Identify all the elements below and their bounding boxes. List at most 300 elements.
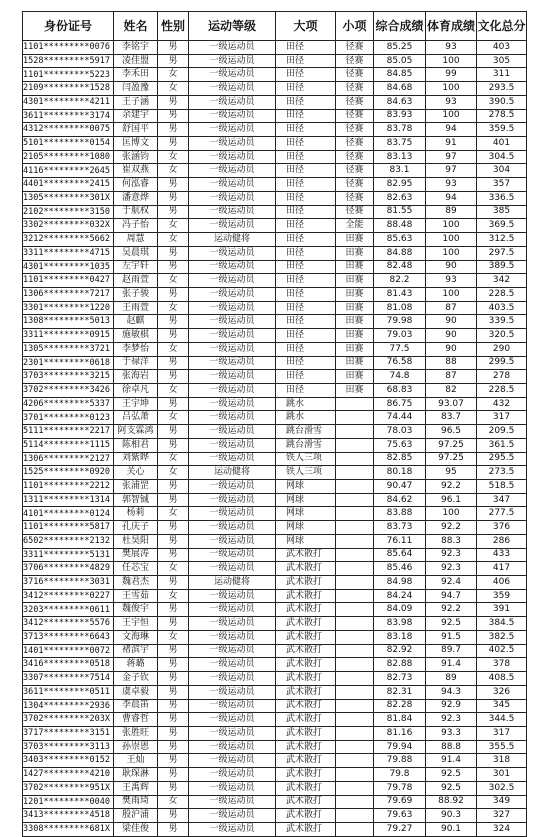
event-cell: 武术散打 [276, 589, 336, 603]
event-cell: 武术散打 [276, 644, 336, 658]
sport-score-cell: 92.3 [426, 713, 477, 727]
name-cell: 周慧 [114, 233, 158, 247]
event-cell: 田径 [276, 383, 336, 397]
table-row [23, 589, 527, 603]
sport-score-cell: 96.1 [426, 493, 477, 507]
culture-score-cell: 339.5 [477, 315, 527, 329]
culture-score-cell: 355.5 [477, 740, 527, 754]
id-cell: 1528*********5917 [23, 54, 114, 68]
event-cell: 田径 [276, 109, 336, 123]
level-cell: 一级运动员 [189, 507, 276, 521]
culture-score-cell: 382.5 [477, 630, 527, 644]
culture-score-cell: 384.5 [477, 617, 527, 631]
culture-score-cell: 301 [477, 768, 527, 782]
subevent-cell: 径赛 [336, 95, 374, 109]
total-score-cell: 83.73 [374, 521, 426, 535]
id-cell: 3412*********0227 [23, 589, 114, 603]
event-cell: 田径 [276, 137, 336, 151]
gender-cell: 男 [158, 493, 189, 507]
table-row [23, 809, 527, 823]
name-cell: 王雨萱 [114, 301, 158, 315]
table-row [23, 452, 527, 466]
gender-cell: 男 [158, 356, 189, 370]
total-score-cell: 82.2 [374, 274, 426, 288]
id-cell: 3412*********5576 [23, 617, 114, 631]
subevent-cell [336, 507, 374, 521]
id-cell: 1525*********0920 [23, 466, 114, 480]
id-cell: 1401*********0072 [23, 644, 114, 658]
event-cell: 田径 [276, 164, 336, 178]
total-score-cell: 82.31 [374, 685, 426, 699]
sport-score-cell: 92.4 [426, 576, 477, 590]
sport-score-cell: 100 [426, 54, 477, 68]
total-score-cell: 74.8 [374, 370, 426, 384]
culture-score-cell: 299.5 [477, 356, 527, 370]
total-score-cell: 79.63 [374, 809, 426, 823]
sport-score-cell: 91 [426, 137, 477, 151]
gender-cell: 男 [158, 822, 189, 836]
subevent-cell [336, 809, 374, 823]
gender-cell: 男 [158, 726, 189, 740]
total-score-cell: 83.13 [374, 150, 426, 164]
id-cell: 3611*********0511 [23, 685, 114, 699]
name-cell: 文海琳 [114, 630, 158, 644]
subevent-cell: 径赛 [336, 54, 374, 68]
level-cell: 运动健将 [189, 466, 276, 480]
name-cell: 褚滨宇 [114, 644, 158, 658]
culture-score-cell: 290 [477, 342, 527, 356]
name-cell: 张涵钧 [114, 150, 158, 164]
event-cell: 武术散打 [276, 740, 336, 754]
subevent-cell [336, 548, 374, 562]
subevent-cell [336, 754, 374, 768]
subevent-cell [336, 521, 374, 535]
total-score-cell: 85.46 [374, 562, 426, 576]
culture-score-cell: 317 [477, 726, 527, 740]
name-cell: 陈相君 [114, 438, 158, 452]
sport-score-cell: 90 [426, 315, 477, 329]
subevent-cell [336, 534, 374, 548]
sport-score-cell: 83.7 [426, 411, 477, 425]
subevent-cell: 田赛 [336, 356, 374, 370]
table-row [23, 383, 527, 397]
gender-cell: 女 [158, 150, 189, 164]
gender-cell: 男 [158, 329, 189, 343]
total-score-cell: 83.18 [374, 630, 426, 644]
header-name: 姓名 [114, 12, 158, 41]
event-cell: 武术散打 [276, 699, 336, 713]
culture-score-cell: 417 [477, 562, 527, 576]
name-cell: 于航权 [114, 205, 158, 219]
gender-cell: 女 [158, 68, 189, 82]
sport-score-cell: 90 [426, 260, 477, 274]
total-score-cell: 81.55 [374, 205, 426, 219]
culture-score-cell: 402.5 [477, 644, 527, 658]
total-score-cell: 84.88 [374, 246, 426, 260]
level-cell: 一级运动员 [189, 82, 276, 96]
name-cell: 于禄洋 [114, 356, 158, 370]
subevent-cell [336, 740, 374, 754]
level-cell: 一级运动员 [189, 548, 276, 562]
gender-cell: 女 [158, 630, 189, 644]
id-cell: 3416*********0518 [23, 658, 114, 672]
table-row [23, 685, 527, 699]
id-cell: 1101*********0427 [23, 274, 114, 288]
gender-cell: 女 [158, 562, 189, 576]
level-cell: 一级运动员 [189, 699, 276, 713]
level-cell: 一级运动员 [189, 329, 276, 343]
level-cell: 一级运动员 [189, 713, 276, 727]
total-score-cell: 82.92 [374, 644, 426, 658]
sport-score-cell: 90.1 [426, 822, 477, 836]
sport-score-cell: 97 [426, 150, 477, 164]
level-cell: 一级运动员 [189, 644, 276, 658]
culture-score-cell: 304 [477, 164, 527, 178]
name-cell: 魏君杰 [114, 576, 158, 590]
level-cell: 一级运动员 [189, 795, 276, 809]
subevent-cell [336, 617, 374, 631]
subevent-cell: 田赛 [336, 287, 374, 301]
total-score-cell: 79.78 [374, 781, 426, 795]
level-cell: 一级运动员 [189, 781, 276, 795]
total-score-cell: 83.93 [374, 109, 426, 123]
subevent-cell [336, 425, 374, 439]
table-row [23, 795, 527, 809]
gender-cell: 男 [158, 123, 189, 137]
culture-score-cell: 345 [477, 699, 527, 713]
event-cell: 田径 [276, 287, 336, 301]
level-cell: 一级运动员 [189, 41, 276, 55]
table-row [23, 150, 527, 164]
name-cell: 赵麒 [114, 315, 158, 329]
id-cell: 5101*********0154 [23, 137, 114, 151]
gender-cell: 男 [158, 260, 189, 274]
id-cell: 3611*********3174 [23, 109, 114, 123]
table-row [23, 191, 527, 205]
name-cell: 李铭宇 [114, 41, 158, 55]
event-cell: 田径 [276, 123, 336, 137]
subevent-cell: 田赛 [336, 260, 374, 274]
id-cell: 2102*********3150 [23, 205, 114, 219]
id-cell: 1305*********301X [23, 191, 114, 205]
total-score-cell: 85.05 [374, 54, 426, 68]
level-cell: 一级运动员 [189, 480, 276, 494]
id-cell: 3212*********5662 [23, 233, 114, 247]
total-score-cell: 79.94 [374, 740, 426, 754]
gender-cell: 男 [158, 315, 189, 329]
id-cell: 1427*********4210 [23, 768, 114, 782]
subevent-cell [336, 685, 374, 699]
subevent-cell: 径赛 [336, 178, 374, 192]
event-cell: 跳台滑雪 [276, 425, 336, 439]
subevent-cell [336, 576, 374, 590]
level-cell: 一级运动员 [189, 754, 276, 768]
level-cell: 一级运动员 [189, 260, 276, 274]
event-cell: 田径 [276, 178, 336, 192]
gender-cell: 女 [158, 589, 189, 603]
table-row [23, 274, 527, 288]
total-score-cell: 83.1 [374, 164, 426, 178]
total-score-cell: 85.25 [374, 41, 426, 55]
total-score-cell: 79.03 [374, 329, 426, 343]
score-sheet [22, 11, 527, 837]
id-cell: 3703*********3113 [23, 740, 114, 754]
subevent-cell [336, 411, 374, 425]
total-score-cell: 82.73 [374, 672, 426, 686]
level-cell: 一级运动员 [189, 425, 276, 439]
subevent-cell: 田赛 [336, 370, 374, 384]
event-cell: 铁人三项 [276, 452, 336, 466]
subevent-cell [336, 562, 374, 576]
name-cell: 魏俊宇 [114, 603, 158, 617]
gender-cell: 男 [158, 548, 189, 562]
gender-cell: 女 [158, 219, 189, 233]
name-cell: 王雪茹 [114, 589, 158, 603]
culture-score-cell: 342 [477, 274, 527, 288]
level-cell: 一级运动员 [189, 95, 276, 109]
table-row [23, 713, 527, 727]
culture-score-cell: 293.5 [477, 82, 527, 96]
sport-score-cell: 100 [426, 507, 477, 521]
table-row [23, 644, 527, 658]
level-cell: 运动健将 [189, 576, 276, 590]
culture-score-cell: 378 [477, 658, 527, 672]
gender-cell: 男 [158, 137, 189, 151]
name-cell: 何泓睿 [114, 178, 158, 192]
header-sport-score: 体育成绩 [426, 12, 477, 41]
gender-cell: 女 [158, 342, 189, 356]
sport-score-cell: 92.9 [426, 699, 477, 713]
table-row [23, 822, 527, 836]
total-score-cell: 81.16 [374, 726, 426, 740]
sport-score-cell: 100 [426, 287, 477, 301]
gender-cell: 女 [158, 411, 189, 425]
sport-score-cell: 92.2 [426, 480, 477, 494]
level-cell: 一级运动员 [189, 397, 276, 411]
sport-score-cell: 97.25 [426, 438, 477, 452]
event-cell: 武术散打 [276, 562, 336, 576]
name-cell: 施敏棋 [114, 329, 158, 343]
culture-score-cell: 277.5 [477, 507, 527, 521]
table-row [23, 699, 527, 713]
subevent-cell [336, 672, 374, 686]
table-row [23, 726, 527, 740]
id-cell: 3403*********0152 [23, 754, 114, 768]
id-cell: 3702*********951X [23, 781, 114, 795]
subevent-cell: 径赛 [336, 191, 374, 205]
total-score-cell: 83.75 [374, 137, 426, 151]
table-row [23, 109, 527, 123]
sport-score-cell: 92.5 [426, 617, 477, 631]
culture-score-cell: 318 [477, 754, 527, 768]
level-cell: 一级运动员 [189, 109, 276, 123]
table-row [23, 411, 527, 425]
sport-score-cell: 94.3 [426, 685, 477, 699]
level-cell: 一级运动员 [189, 219, 276, 233]
culture-score-cell: 278 [477, 370, 527, 384]
name-cell: 潘意烨 [114, 191, 158, 205]
id-cell: 1101*********5817 [23, 521, 114, 535]
header-culture-score: 文化总分 [477, 12, 527, 41]
name-cell: 阿支霖鸿 [114, 425, 158, 439]
name-cell: 殷沪浦 [114, 809, 158, 823]
name-cell: 凌佳盟 [114, 54, 158, 68]
total-score-cell: 81.43 [374, 287, 426, 301]
culture-score-cell: 391 [477, 603, 527, 617]
table-row [23, 548, 527, 562]
subevent-cell: 径赛 [336, 150, 374, 164]
culture-score-cell: 369.5 [477, 219, 527, 233]
culture-score-cell: 357 [477, 178, 527, 192]
total-score-cell: 82.95 [374, 178, 426, 192]
total-score-cell: 85.63 [374, 233, 426, 247]
id-cell: 1304*********2936 [23, 699, 114, 713]
level-cell: 一级运动员 [189, 521, 276, 535]
gender-cell: 男 [158, 480, 189, 494]
name-cell: 张子骏 [114, 287, 158, 301]
level-cell: 一级运动员 [189, 342, 276, 356]
id-cell: 4116*********2645 [23, 164, 114, 178]
id-cell: 3702*********3426 [23, 383, 114, 397]
culture-score-cell: 390.5 [477, 95, 527, 109]
name-cell: 关心 [114, 466, 158, 480]
name-cell: 吕弘萧 [114, 411, 158, 425]
gender-cell: 男 [158, 644, 189, 658]
gender-cell: 男 [158, 191, 189, 205]
id-cell: 3717*********3151 [23, 726, 114, 740]
event-cell: 网球 [276, 480, 336, 494]
event-cell: 武术散打 [276, 672, 336, 686]
name-cell: 任芯宝 [114, 562, 158, 576]
level-cell: 一级运动员 [189, 315, 276, 329]
total-score-cell: 84.24 [374, 589, 426, 603]
table-row [23, 68, 527, 82]
culture-score-cell: 278.5 [477, 109, 527, 123]
name-cell: 张浦罡 [114, 480, 158, 494]
culture-score-cell: 320.5 [477, 329, 527, 343]
table-row [23, 82, 527, 96]
id-cell: 5114*********1115 [23, 438, 114, 452]
sport-score-cell: 92.5 [426, 781, 477, 795]
event-cell: 田径 [276, 260, 336, 274]
name-cell: 吴晨琪 [114, 246, 158, 260]
culture-score-cell: 385 [477, 205, 527, 219]
subevent-cell [336, 603, 374, 617]
subevent-cell [336, 726, 374, 740]
level-cell: 一级运动员 [189, 726, 276, 740]
culture-score-cell: 376 [477, 521, 527, 535]
table-row [23, 658, 527, 672]
name-cell: 刘紫晔 [114, 452, 158, 466]
gender-cell: 男 [158, 768, 189, 782]
culture-score-cell: 304.5 [477, 150, 527, 164]
culture-score-cell: 344.5 [477, 713, 527, 727]
table-row [23, 397, 527, 411]
gender-cell: 男 [158, 397, 189, 411]
gender-cell: 女 [158, 274, 189, 288]
name-cell: 徐卓凡 [114, 383, 158, 397]
name-cell: 王宇恒 [114, 617, 158, 631]
sport-score-cell: 88 [426, 356, 477, 370]
table-row [23, 781, 527, 795]
subevent-cell [336, 699, 374, 713]
culture-score-cell: 359.5 [477, 123, 527, 137]
sport-score-cell: 91.4 [426, 658, 477, 672]
table-row [23, 603, 527, 617]
name-cell: 王禹辉 [114, 781, 158, 795]
subevent-cell [336, 658, 374, 672]
header-gender: 性别 [158, 12, 189, 41]
name-cell: 孔庆子 [114, 521, 158, 535]
id-cell: 5111*********2217 [23, 425, 114, 439]
name-cell: 蒋璐 [114, 658, 158, 672]
event-cell: 网球 [276, 534, 336, 548]
event-cell: 武术散打 [276, 754, 336, 768]
culture-score-cell: 432 [477, 397, 527, 411]
total-score-cell: 88.48 [374, 219, 426, 233]
total-score-cell: 84.85 [374, 68, 426, 82]
subevent-cell: 径赛 [336, 41, 374, 55]
sport-score-cell: 100 [426, 233, 477, 247]
sport-score-cell: 90.3 [426, 809, 477, 823]
culture-score-cell: 359 [477, 589, 527, 603]
event-cell: 田径 [276, 219, 336, 233]
id-cell: 3713*********6643 [23, 630, 114, 644]
culture-score-cell: 295.5 [477, 452, 527, 466]
id-cell: 1201*********0040 [23, 795, 114, 809]
level-cell: 一级运动员 [189, 370, 276, 384]
sport-score-cell: 100 [426, 109, 477, 123]
culture-score-cell: 406 [477, 576, 527, 590]
sport-score-cell: 88.8 [426, 740, 477, 754]
id-cell: 4101*********0124 [23, 507, 114, 521]
total-score-cell: 78.03 [374, 425, 426, 439]
total-score-cell: 77.5 [374, 342, 426, 356]
event-cell: 武术散打 [276, 768, 336, 782]
level-cell: 一级运动员 [189, 205, 276, 219]
sport-score-cell: 93 [426, 41, 477, 55]
total-score-cell: 84.63 [374, 95, 426, 109]
total-score-cell: 82.48 [374, 260, 426, 274]
total-score-cell: 76.11 [374, 534, 426, 548]
table-row [23, 54, 527, 68]
id-cell: 3706*********4829 [23, 562, 114, 576]
table-row [23, 521, 527, 535]
gender-cell: 女 [158, 82, 189, 96]
culture-score-cell: 347 [477, 493, 527, 507]
total-score-cell: 82.88 [374, 658, 426, 672]
culture-score-cell: 349 [477, 795, 527, 809]
gender-cell: 女 [158, 795, 189, 809]
table-row [23, 754, 527, 768]
sport-score-cell: 97.25 [426, 452, 477, 466]
culture-score-cell: 518.5 [477, 480, 527, 494]
id-cell: 4301*********4211 [23, 95, 114, 109]
sport-score-cell: 87 [426, 301, 477, 315]
id-cell: 3413*********4518 [23, 809, 114, 823]
sport-score-cell: 93 [426, 95, 477, 109]
subevent-cell [336, 781, 374, 795]
gender-cell: 男 [158, 370, 189, 384]
gender-cell: 男 [158, 754, 189, 768]
gender-cell: 男 [158, 576, 189, 590]
culture-score-cell: 403 [477, 41, 527, 55]
level-cell: 一级运动员 [189, 164, 276, 178]
name-cell: 闫盈豫 [114, 82, 158, 96]
total-score-cell: 80.18 [374, 466, 426, 480]
name-cell: 王灿 [114, 754, 158, 768]
culture-score-cell: 297.5 [477, 246, 527, 260]
